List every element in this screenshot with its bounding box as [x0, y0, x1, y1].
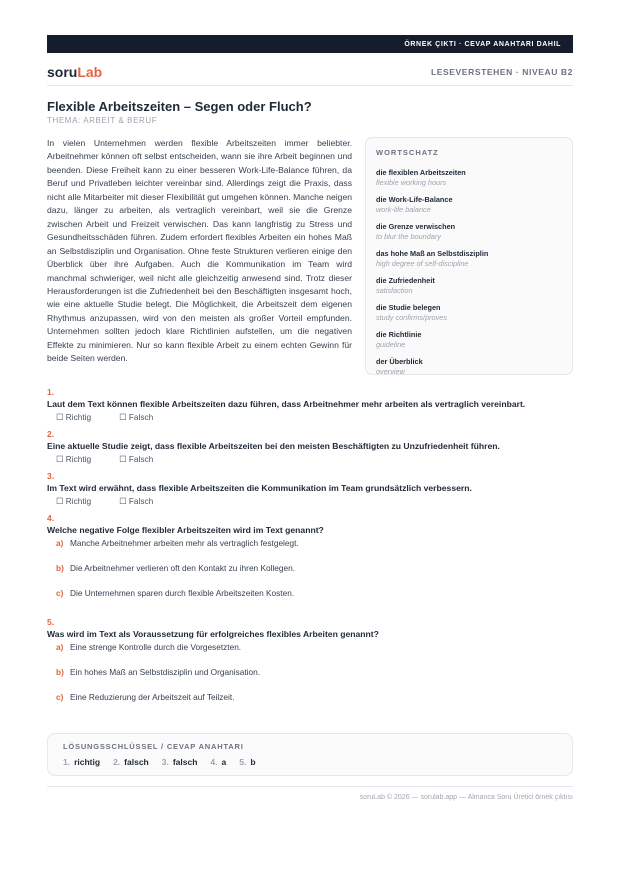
- answer-options: [47, 642, 573, 717]
- vocab-term: die Studie belegen: [376, 303, 441, 312]
- question-number: 5.: [47, 617, 55, 627]
- vocab-item: [376, 249, 562, 269]
- question-text: Eine aktuelle Studie zeigt, dass flexible Arbeitszeiten bei den meisten Beschäftigten zu Unzufriedenheit führen.: [47, 441, 500, 451]
- vocab-translation: guideline: [376, 340, 406, 349]
- question-2: [47, 429, 573, 465]
- answer-option[interactable]: [47, 588, 573, 613]
- vocab-translation: to blur the boundary: [376, 232, 441, 241]
- question-number: 1.: [47, 387, 55, 397]
- page-title: Flexible Arbeitszeiten – Segen oder Fluch?: [47, 99, 312, 114]
- answer-key-answer: falsch: [172, 757, 198, 767]
- vocab-item: [376, 168, 562, 188]
- vocab-translation: overview: [376, 367, 405, 376]
- answer-option[interactable]: [47, 692, 573, 717]
- answer-options: [47, 538, 573, 613]
- question-number: 2.: [47, 429, 55, 439]
- question-number: 3.: [47, 471, 55, 481]
- reading-text: In vielen Unternehmen werden flexible Arbeitszeiten immer beliebter. Arbeitnehmer können oft selbst entscheiden, wann sie ihre Arbeit beginnen und beenden. Diese Freiheit kann zu einer besseren Work-Life-Balance führen, da Beruf und Privatleben leichter vereinbar sind. Allerdings zeigt die Praxis, dass nicht alle Mitarbeiter mit dieser Flexibilität gut umgehen können. Manche neigen dazu, länger zu arbeiten, als vertraglich vereinbart, weil sie die Grenze zwischen Arbeit und Freizeit verwischen. Das kann langfristig zu Stress und Gesundheitsschäden führen. Zudem erfordert flexibles Arbeiten ein hohes Maß an Selbstdisziplin und Organisation. Ohne feste Strukturen verlieren einige den Überblick über ihre Aufgaben. Auch die Kommunikation im Team wird manchmal schwieriger, weil nicht alle gleichzeitig anwesend sind. Trotz dieser Herausforderungen ist die Zufriedenheit bei den Beschäftigten insgesamt hoch, wie eine aktuelle Studie belegt. Die Möglichkeit, die Arbeitszeit dem eigenen Rhythmus anzupassen, wird von den meisten als großer Vorteil empfunden. Unternehmen sollten jedoch klare Richtlinien aufstellen, um die negativen Effekte zu minimieren. Nur so kann flexible Arbeit zu einem echten Gewinn für beide Seiten werden.: [47, 138, 352, 364]
- vocab-translation: satisfaction: [376, 286, 413, 295]
- answer-key-title: LÖSUNGSSCHLÜSSEL / CEVAP ANAHTARI: [63, 742, 244, 751]
- richtig-checkbox[interactable]: ☐ Richtig: [56, 496, 92, 506]
- question-3: [47, 471, 573, 507]
- answer-option[interactable]: [47, 642, 573, 667]
- answer-key-number: 4.: [210, 757, 218, 767]
- vocabulary-box: [365, 137, 573, 375]
- vocab-item: [376, 195, 562, 215]
- true-false-options: [47, 454, 573, 465]
- answer-key-box: [47, 733, 573, 776]
- question-number: 4.: [47, 513, 55, 523]
- answer-key-number: 3.: [161, 757, 169, 767]
- answer-key-number: 5.: [239, 757, 247, 767]
- vocab-item: [376, 222, 562, 242]
- question-4: [47, 513, 573, 613]
- answer-option[interactable]: [47, 538, 573, 563]
- top-banner: [47, 35, 573, 53]
- question-text: Laut dem Text können flexible Arbeitszeiten dazu führen, dass Arbeitnehmer mehr arbeiten als vertraglich vereinbart.: [47, 399, 526, 409]
- option-text: Die Arbeitnehmer verlieren oft den Kontakt zu ihren Kollegen.: [70, 563, 296, 573]
- option-letter: b): [56, 667, 64, 677]
- vocab-translation: work-life balance: [376, 205, 431, 214]
- level-label: LESEVERSTEHEN · NIVEAU B2: [430, 66, 573, 77]
- vocab-translation: high degree of self-discipline: [376, 259, 469, 268]
- answer-key-number: 1.: [63, 757, 71, 767]
- answer-key-item: [210, 757, 226, 767]
- option-letter: c): [56, 692, 64, 702]
- vocab-translation: flexible working hours: [376, 178, 447, 187]
- option-text: Die Unternehmen sparen durch flexible Arbeitszeiten Kosten.: [70, 588, 295, 598]
- richtig-checkbox[interactable]: ☐ Richtig: [56, 454, 92, 464]
- richtig-checkbox[interactable]: ☐ Richtig: [56, 412, 92, 422]
- option-letter: b): [56, 563, 64, 573]
- true-false-options: [47, 412, 573, 423]
- answer-key-number: 2.: [113, 757, 121, 767]
- question-5: [47, 617, 573, 717]
- logo-accent: Lab: [77, 63, 103, 80]
- answer-option[interactable]: [47, 667, 573, 692]
- page-footer: [47, 786, 573, 801]
- theme-label: THEMA: ARBEIT & BERUF: [47, 116, 158, 125]
- top-banner-text: ÖRNEK ÇIKTI · CEVAP ANAHTARI DAHIL: [404, 40, 561, 48]
- page-header: [47, 62, 573, 86]
- vocab-term: die Richtlinie: [376, 330, 422, 339]
- question-1: [47, 387, 573, 423]
- option-letter: a): [56, 642, 64, 652]
- vocab-item: [376, 357, 562, 377]
- answer-key-answer: a: [221, 757, 227, 767]
- vocab-item: [376, 330, 562, 350]
- logo-main: soru: [47, 63, 78, 80]
- question-text: Was wird im Text als Voraussetzung für erfolgreiches flexibles Arbeiten genannt?: [47, 629, 379, 639]
- option-text: Manche Arbeitnehmer arbeiten mehr als vertraglich festgelegt.: [70, 538, 299, 548]
- vocab-translation: study confirms/proves: [376, 313, 447, 322]
- answer-key-item: [239, 757, 255, 767]
- vocabulary-title: WORTSCHATZ: [376, 148, 439, 157]
- vocab-term: die Zufriedenheit: [376, 276, 435, 285]
- answer-key-item: [162, 757, 198, 767]
- answer-key-item: [63, 757, 100, 767]
- answer-key-answer: richtig: [74, 757, 101, 767]
- option-letter: c): [56, 588, 64, 598]
- true-false-options: [47, 496, 573, 507]
- logo: [47, 64, 102, 80]
- question-text: Welche negative Folge flexibler Arbeitszeiten wird im Text genannt?: [47, 525, 324, 535]
- option-letter: a): [56, 538, 64, 548]
- answer-option[interactable]: [47, 563, 573, 588]
- vocab-term: die Grenze verwischen: [376, 222, 456, 231]
- question-text: Im Text wird erwähnt, dass flexible Arbeitszeiten die Kommunikation im Team grundsätzlich verbessern.: [47, 483, 472, 493]
- vocab-term: der Überblick: [376, 357, 423, 366]
- vocab-term: die flexiblen Arbeitszeiten: [376, 168, 466, 177]
- answer-key-items: [63, 757, 557, 767]
- option-text: Eine strenge Kontrolle durch die Vorgesetzten.: [70, 642, 242, 652]
- footer-text: soruLab © 2026 — sorulab.app — Almanca Soru Üretici örnek çıktısı: [359, 794, 573, 801]
- option-text: Eine Reduzierung der Arbeitszeit auf Teilzeit.: [70, 692, 235, 702]
- vocab-term: die Work-Life-Balance: [376, 195, 453, 204]
- vocab-item: [376, 276, 562, 296]
- vocab-item: [376, 303, 562, 323]
- vocab-term: das hohe Maß an Selbstdisziplin: [376, 249, 489, 258]
- option-text: Ein hohes Maß an Selbstdisziplin und Organisation.: [70, 667, 261, 677]
- falsch-checkbox[interactable]: ☐ Falsch: [119, 454, 154, 464]
- answer-key-answer: falsch: [124, 757, 149, 767]
- falsch-checkbox[interactable]: ☐ Falsch: [119, 412, 154, 422]
- question-list: [47, 387, 573, 717]
- answer-key-answer: b: [250, 757, 256, 767]
- falsch-checkbox[interactable]: ☐ Falsch: [119, 496, 154, 506]
- answer-key-item: [113, 757, 149, 767]
